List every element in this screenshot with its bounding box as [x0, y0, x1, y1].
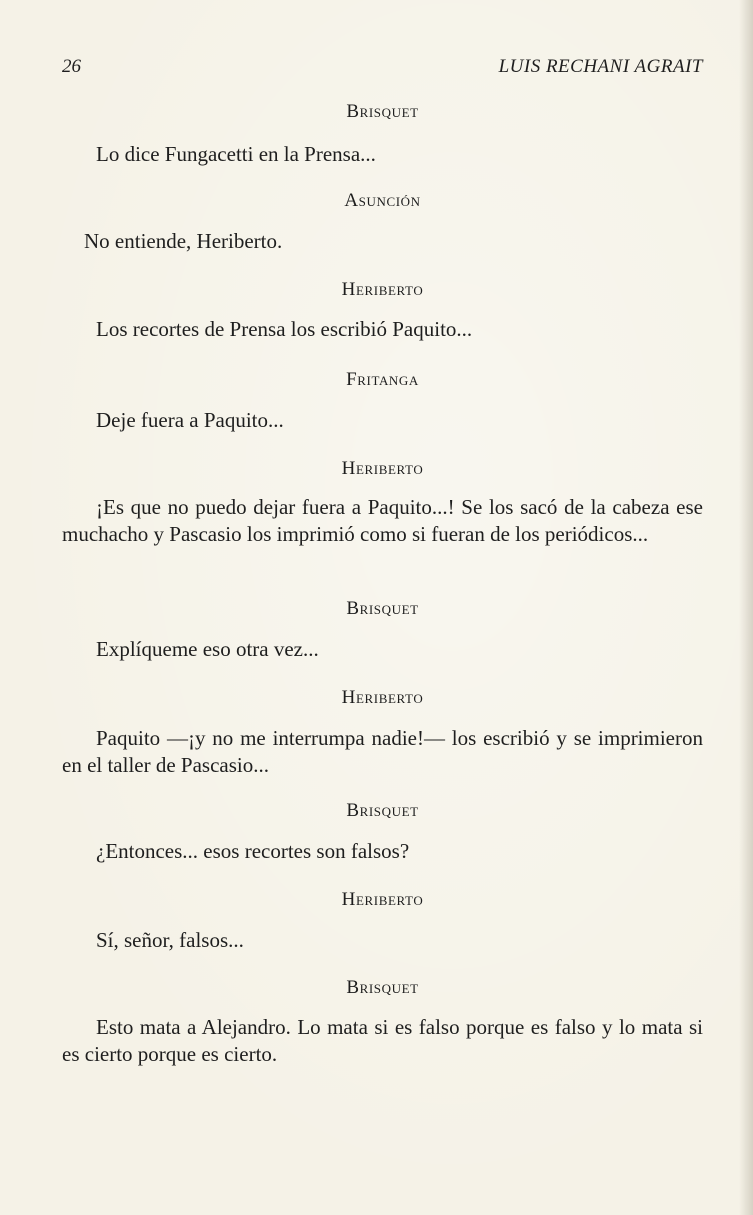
dialogue-line: Los recortes de Prensa los escribió Paquito... [96, 317, 473, 341]
dialogue-line: Paquito —¡y no me interrumpa nadie!— los escribió y se imprimieron en el taller de Pascasio... [62, 726, 703, 777]
speaker-name: Brisquet [346, 101, 419, 122]
dialogue-line: Explíqueme eso otra vez... [96, 637, 319, 661]
dialogue-line: Sí, señor, falsos... [96, 928, 244, 952]
speaker-name: Fritanga [346, 369, 419, 390]
dialogue-line: No entiende, Heriberto. [84, 229, 283, 253]
dialogue-line: ¡Es que no puedo dejar fuera a Paquito...! Se los sacó de la cabeza ese muchacho y Pascasio los imprimió como si fueran de los periódicos... [62, 495, 703, 546]
dialogue-line: Deje fuera a Paquito... [96, 408, 284, 432]
speaker-name: Brisquet [346, 800, 419, 821]
speaker-name: Heriberto [341, 279, 424, 300]
speaker-name: Brisquet [346, 598, 419, 619]
dialogue-line: ¿Entonces... esos recortes son falsos? [96, 839, 410, 863]
page-edge-shadow [739, 0, 753, 1215]
page-header [62, 56, 703, 82]
dialogue-line: Esto mata a Alejandro. Lo mata si es falso porque es falso y lo mata si es cierto porque es cierto. [62, 1015, 703, 1066]
speaker-name: Brisquet [346, 977, 419, 998]
speaker-name: Heriberto [341, 687, 424, 708]
speaker-name: Heriberto [341, 458, 424, 479]
speaker-name: Asunción [344, 190, 421, 211]
running-head: LUIS RECHANI AGRAIT [498, 56, 703, 77]
page-number: 26 [62, 56, 81, 77]
dialogue-line: Lo dice Fungacetti en la Prensa... [96, 142, 376, 166]
speaker-name: Heriberto [341, 889, 424, 910]
